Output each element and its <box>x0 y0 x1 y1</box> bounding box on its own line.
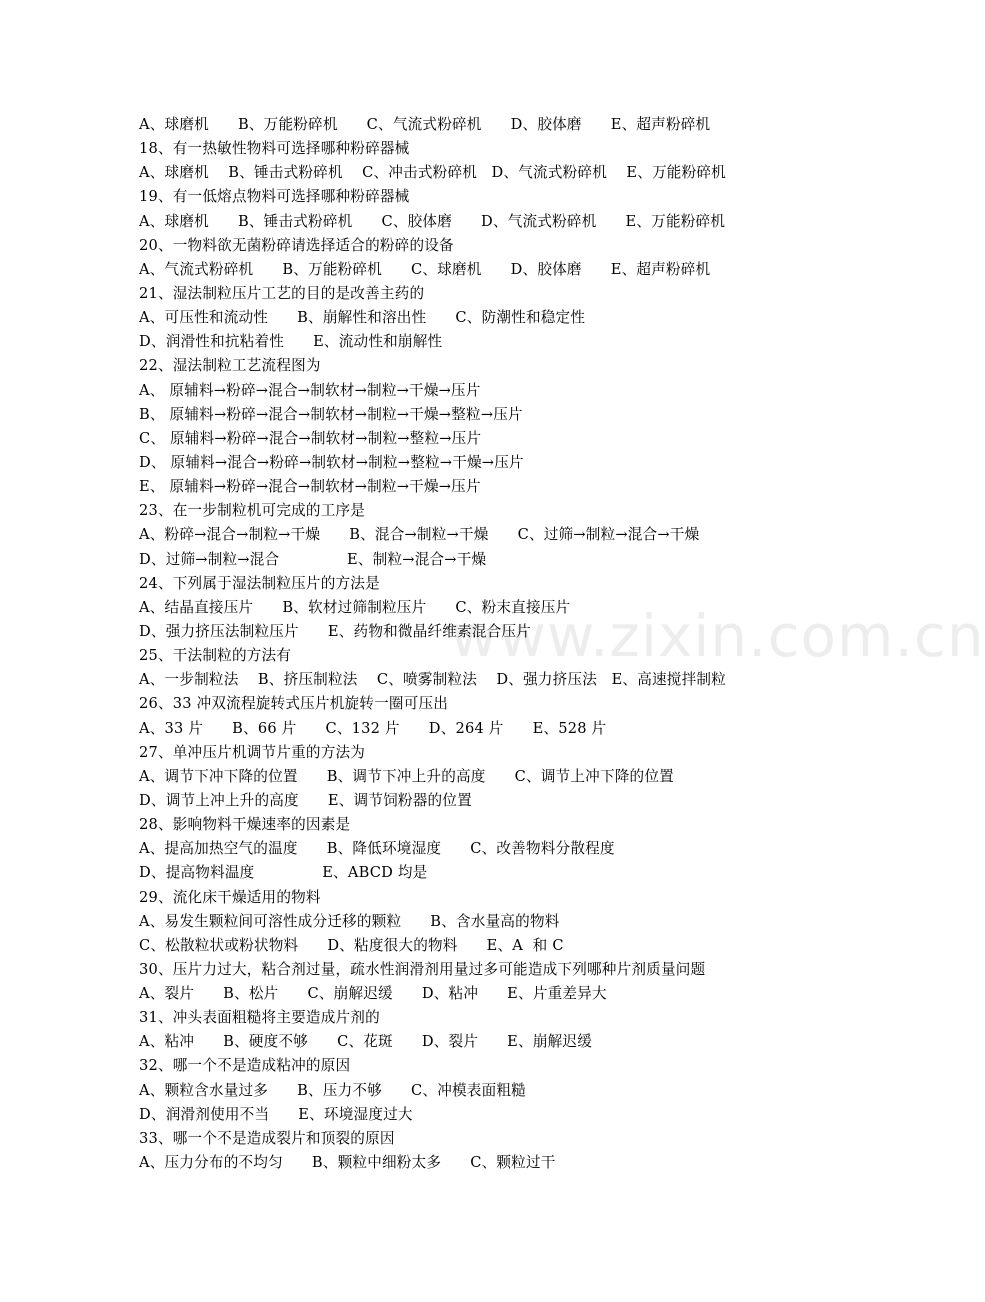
text-line: D、润滑剂使用不当 E、环境湿度过大 <box>139 1105 413 1123</box>
text-line: A、结晶直接压片 B、软材过筛制粒压片 C、粉末直接压片 <box>139 598 571 616</box>
text-line: 29、流化床干燥适用的物料 <box>139 888 321 906</box>
text-line: D、调节上冲上升的高度 E、调节饲粉器的位置 <box>139 791 472 809</box>
text-line: A、可压性和流动性 B、崩解性和溶出性 C、防潮性和稳定性 <box>139 309 586 327</box>
text-line: 19、有一低熔点物料可选择哪种粉碎器械 <box>139 188 410 206</box>
text-line: A、一步制粒法 B、挤压制粒法 C、喷雾制粒法 D、强力挤压法 E、高速搅拌制粒 <box>139 671 726 689</box>
text-line: D、提高物料温度 E、ABCD 均是 <box>139 864 428 882</box>
text-line: A、提高加热空气的温度 B、降低环境湿度 C、改善物料分散程度 <box>139 840 615 858</box>
text-line: 18、有一热敏性物料可选择哪种粉碎器械 <box>139 140 410 158</box>
text-line: 25、干法制粒的方法有 <box>139 647 292 665</box>
text-line: 31、冲头表面粗糙将主要造成片剂的 <box>139 1009 380 1027</box>
document-page <box>139 113 819 1175</box>
text-line: B、 原辅料→粉碎→混合→制软材→制粒→干燥→整粒→压片 <box>139 405 523 423</box>
text-line: D、润滑性和抗粘着性 E、流动性和崩解性 <box>139 333 443 351</box>
text-line: A、调节下冲下降的位置 B、调节下冲上升的高度 C、调节上冲下降的位置 <box>139 767 674 785</box>
text-line: 26、33 冲双流程旋转式压片机旋转一圈可压出 <box>139 695 449 713</box>
text-line: D、强力挤压法制粒压片 E、药物和微晶纤维素混合压片 <box>139 622 532 640</box>
text-line: 22、湿法制粒工艺流程图为 <box>139 357 321 375</box>
text-line: 20、一物料欲无菌粉碎请选择适合的粉碎的设备 <box>139 236 454 254</box>
watermark: www.zixin.com.cn <box>450 602 985 670</box>
text-line: 21、湿法制粒压片工艺的目的是改善主药的 <box>139 284 425 302</box>
text-line: D、过筛→制粒→混合 E、制粒→混合→干燥 <box>139 550 487 568</box>
text-line: A、颗粒含水量过多 B、压力不够 C、冲模表面粗糙 <box>139 1081 526 1099</box>
text-line: C、 原辅料→粉碎→混合→制软材→制粒→整粒→压片 <box>139 429 482 447</box>
text-line: A、易发生颗粒间可溶性成分迁移的颗粒 B、含水量高的物料 <box>139 912 560 930</box>
text-line: A、裂片 B、松片 C、崩解迟缓 D、粘冲 E、片重差异大 <box>139 985 607 1003</box>
text-line: 32、哪一个不是造成粘冲的原因 <box>139 1057 351 1075</box>
text-line: A、粉碎→混合→制粒→干燥 B、混合→制粒→干燥 C、过筛→制粒→混合→干燥 <box>139 526 700 544</box>
text-line: 30、压片力过大，粘合剂过量，疏水性润滑剂用量过多可能造成下列哪种片剂质量问题 <box>139 960 706 978</box>
text-line: C、松散粒状或粉状物料 D、粘度很大的物料 E、A 和 C <box>139 936 564 954</box>
text-line: A、球磨机 B、锤击式粉碎机 C、冲击式粉碎机 D、气流式粉碎机 E、万能粉碎机 <box>139 164 726 182</box>
text-line: 28、影响物料干燥速率的因素是 <box>139 816 351 834</box>
text-line: A、33 片 B、66 片 C、132 片 D、264 片 E、528 片 <box>139 719 607 737</box>
text-line: D、 原辅料→混合→粉碎→制软材→制粒→整粒→干燥→压片 <box>139 453 524 471</box>
text-line: E、 原辅料→粉碎→混合→制软材→制粒→干燥→压片 <box>139 478 481 496</box>
text-line: 27、单冲压片机调节片重的方法为 <box>139 743 366 761</box>
text-line: 24、下列属于湿法制粒压片的方法是 <box>139 574 380 592</box>
text-line: A、气流式粉碎机 B、万能粉碎机 C、球磨机 D、胶体磨 E、超声粉碎机 <box>139 260 711 278</box>
text-line: 33、哪一个不是造成裂片和顶裂的原因 <box>139 1129 395 1147</box>
text-line: A、 原辅料→粉碎→混合→制软材→制粒→干燥→压片 <box>139 381 481 399</box>
text-line: A、球磨机 B、锤击式粉碎机 C、胶体磨 D、气流式粉碎机 E、万能粉碎机 <box>139 212 726 230</box>
text-line: 23、在一步制粒机可完成的工序是 <box>139 502 366 520</box>
text-line: A、粘冲 B、硬度不够 C、花斑 D、裂片 E、崩解迟缓 <box>139 1033 593 1051</box>
text-line: A、球磨机 B、万能粉碎机 C、气流式粉碎机 D、胶体磨 E、超声粉碎机 <box>139 116 711 133</box>
text-line: A、压力分布的不均匀 B、颗粒中细粉太多 C、颗粒过干 <box>139 1154 556 1172</box>
